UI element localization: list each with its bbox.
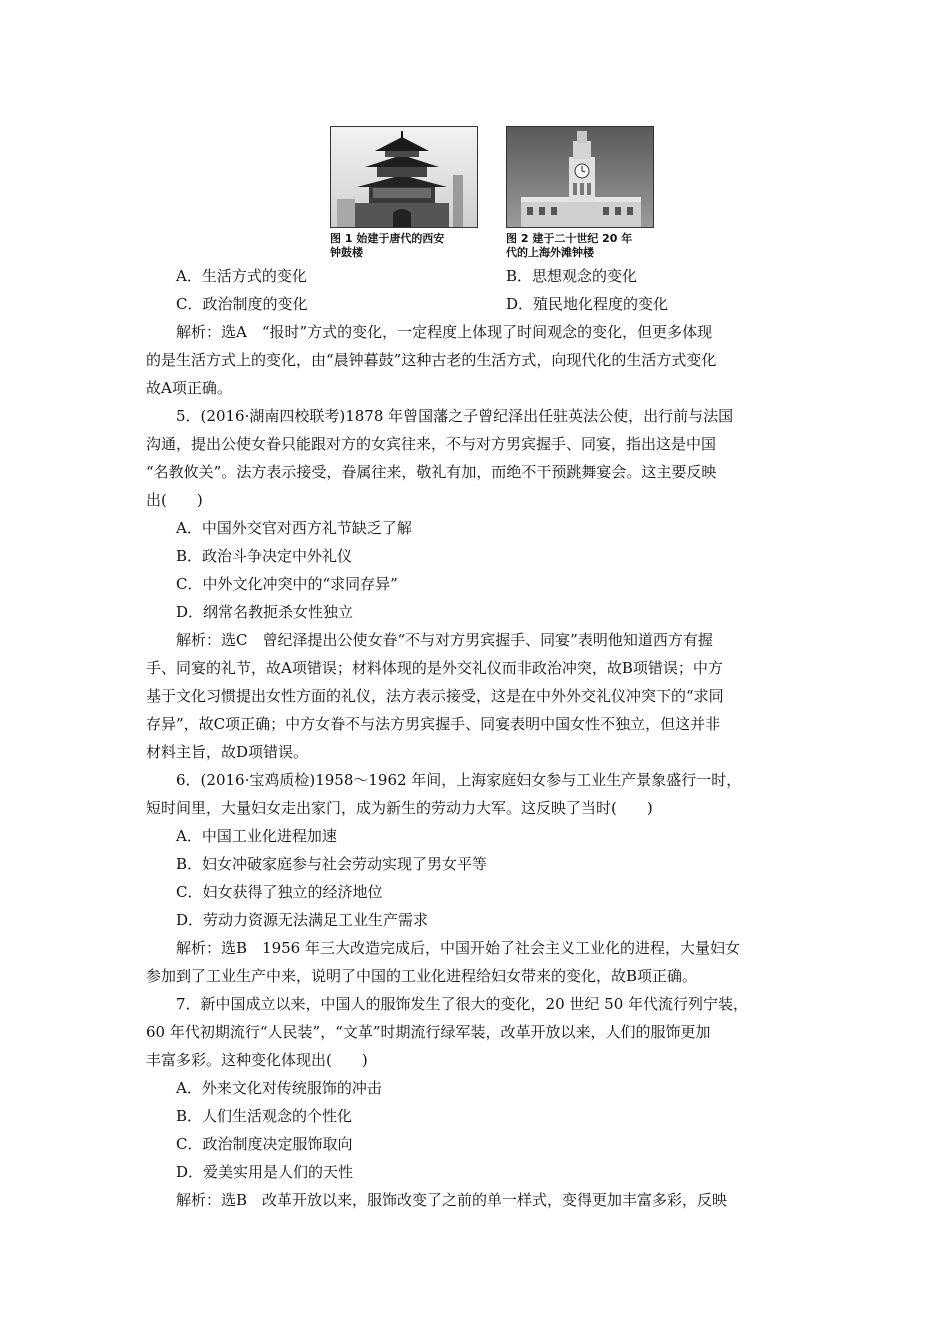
figure-1-caption bbox=[330, 232, 476, 260]
q7-stem-line: 60 年代初期流行“人民装”，“文革”时期流行绿军装，改革开放以来，人们的服饰更加 bbox=[146, 1023, 711, 1041]
caption-line: 钟鼓楼 bbox=[330, 246, 363, 259]
q4-option-d: D．殖民地化程度的变化 bbox=[506, 295, 669, 313]
q4-analysis-line: 解析：选A “报时”方式的变化，一定程度上体现了时间观念的变化，但更多体现 bbox=[176, 323, 713, 341]
q4-options-row-2 bbox=[146, 290, 822, 318]
q5-analysis-line: 存异”，故C项正确；中方女眷不与法方男宾握手、同宴表明中国女性不独立，但这并非 bbox=[146, 715, 721, 733]
q5-stem-line: 出( ) bbox=[146, 491, 203, 509]
figure-2 bbox=[506, 126, 654, 260]
q6-option-a: A．中国工业化进程加速 bbox=[176, 827, 337, 845]
q5-option-d: D．纲常名教扼杀女性独立 bbox=[176, 603, 354, 621]
figure-2-caption bbox=[506, 232, 652, 260]
q6-stem-line: 短时间里，大量妇女走出家门，成为新生的劳动力大军。这反映了当时( ) bbox=[146, 799, 653, 817]
q5-stem-line: “名教攸关”。法方表示接受，眷属往来，敬礼有加，而绝不干预跳舞宴会。这主要反映 bbox=[146, 463, 717, 481]
q6-analysis-line: 参加到了工业生产中来，说明了中国的工业化进程给妇女带来的变化，故B项正确。 bbox=[146, 967, 698, 985]
q5-stem-line: 沟通，提出公使女眷只能跟对方的女宾往来，不与对方男宾握手、同宴，指出这是中国 bbox=[146, 435, 717, 453]
q5-analysis-line: 手、同宴的礼节，故A项错误；材料体现的是外交礼仪而非政治冲突，故B项错误；中方 bbox=[146, 659, 723, 677]
q6-option-c: C．妇女获得了独立的经济地位 bbox=[176, 883, 383, 901]
q4-options-row-1 bbox=[146, 262, 822, 290]
q7-option-d: D．爱美实用是人们的天性 bbox=[176, 1163, 354, 1181]
q4-option-b: B．思想观念的变化 bbox=[506, 267, 638, 285]
q7-option-c: C．政治制度决定服饰取向 bbox=[176, 1135, 353, 1153]
q7-option-a: A．外来文化对传统服饰的冲击 bbox=[176, 1079, 382, 1097]
q7-stem-line: 7．新中国成立以来，中国人的服饰发生了很大的变化，20 世纪 50 年代流行列宁装， bbox=[176, 995, 749, 1013]
q5-option-c: C．中外文化冲突中的“求同存异” bbox=[176, 575, 398, 593]
q5-stem-line: 5．(2016·湖南四校联考)1878 年曾国藩之子曾纪泽出任驻英法公使，出行前与法国 bbox=[176, 407, 734, 425]
q7-analysis-line: 解析：选B 改革开放以来，服饰改变了之前的单一样式，变得更加丰富多彩，反映 bbox=[176, 1191, 728, 1209]
caption-line: 图 1 始建于唐代的西安 bbox=[330, 232, 445, 245]
question-content bbox=[146, 262, 822, 1214]
q5-analysis-line: 基于文化习惯提出女性方面的礼仪，法方表示接受，这是在中外外交礼仪冲突下的“求同 bbox=[146, 687, 724, 705]
q4-analysis-line: 的是生活方式上的变化，由“晨钟暮鼓”这种古老的生活方式，向现代化的生活方式变化 bbox=[146, 351, 717, 369]
caption-line: 图 2 建于二十世纪 20 年 bbox=[506, 232, 633, 245]
q5-analysis-line: 材料主旨，故D项错误。 bbox=[146, 743, 309, 761]
q7-stem-line: 丰富多彩。这种变化体现出( ) bbox=[146, 1051, 368, 1069]
q6-stem-line: 6．(2016·宝鸡质检)1958～1962 年间，上海家庭妇女参与工业生产景象盛行一时， bbox=[176, 771, 742, 789]
q6-analysis-line: 解析：选B 1956 年三大改造完成后，中国开始了社会主义工业化的进程，大量妇女 bbox=[176, 939, 740, 957]
q6-option-d: D．劳动力资源无法满足工业生产需求 bbox=[176, 911, 429, 929]
q5-analysis-line: 解析：选C 曾纪泽提出公使女眷“不与对方男宾握手、同宴”表明他知道西方有握 bbox=[176, 631, 713, 649]
q5-option-a: A．中国外交官对西方礼节缺乏了解 bbox=[176, 519, 412, 537]
shanghai-bund-clock-tower-photo bbox=[506, 126, 654, 228]
figure-1 bbox=[330, 126, 478, 260]
xian-bell-drum-tower-photo bbox=[330, 126, 478, 228]
q4-analysis-line: 故A项正确。 bbox=[146, 379, 232, 397]
q4-option-c: C．政治制度的变化 bbox=[176, 295, 308, 313]
caption-line: 代的上海外滩钟楼 bbox=[506, 246, 594, 259]
q5-option-b: B．政治斗争决定中外礼仪 bbox=[176, 547, 353, 565]
q7-option-b: B．人们生活观念的个性化 bbox=[176, 1107, 353, 1125]
figures-row bbox=[330, 126, 660, 266]
q6-option-b: B．妇女冲破家庭参与社会劳动实现了男女平等 bbox=[176, 855, 488, 873]
q4-option-a: A．生活方式的变化 bbox=[176, 267, 307, 285]
